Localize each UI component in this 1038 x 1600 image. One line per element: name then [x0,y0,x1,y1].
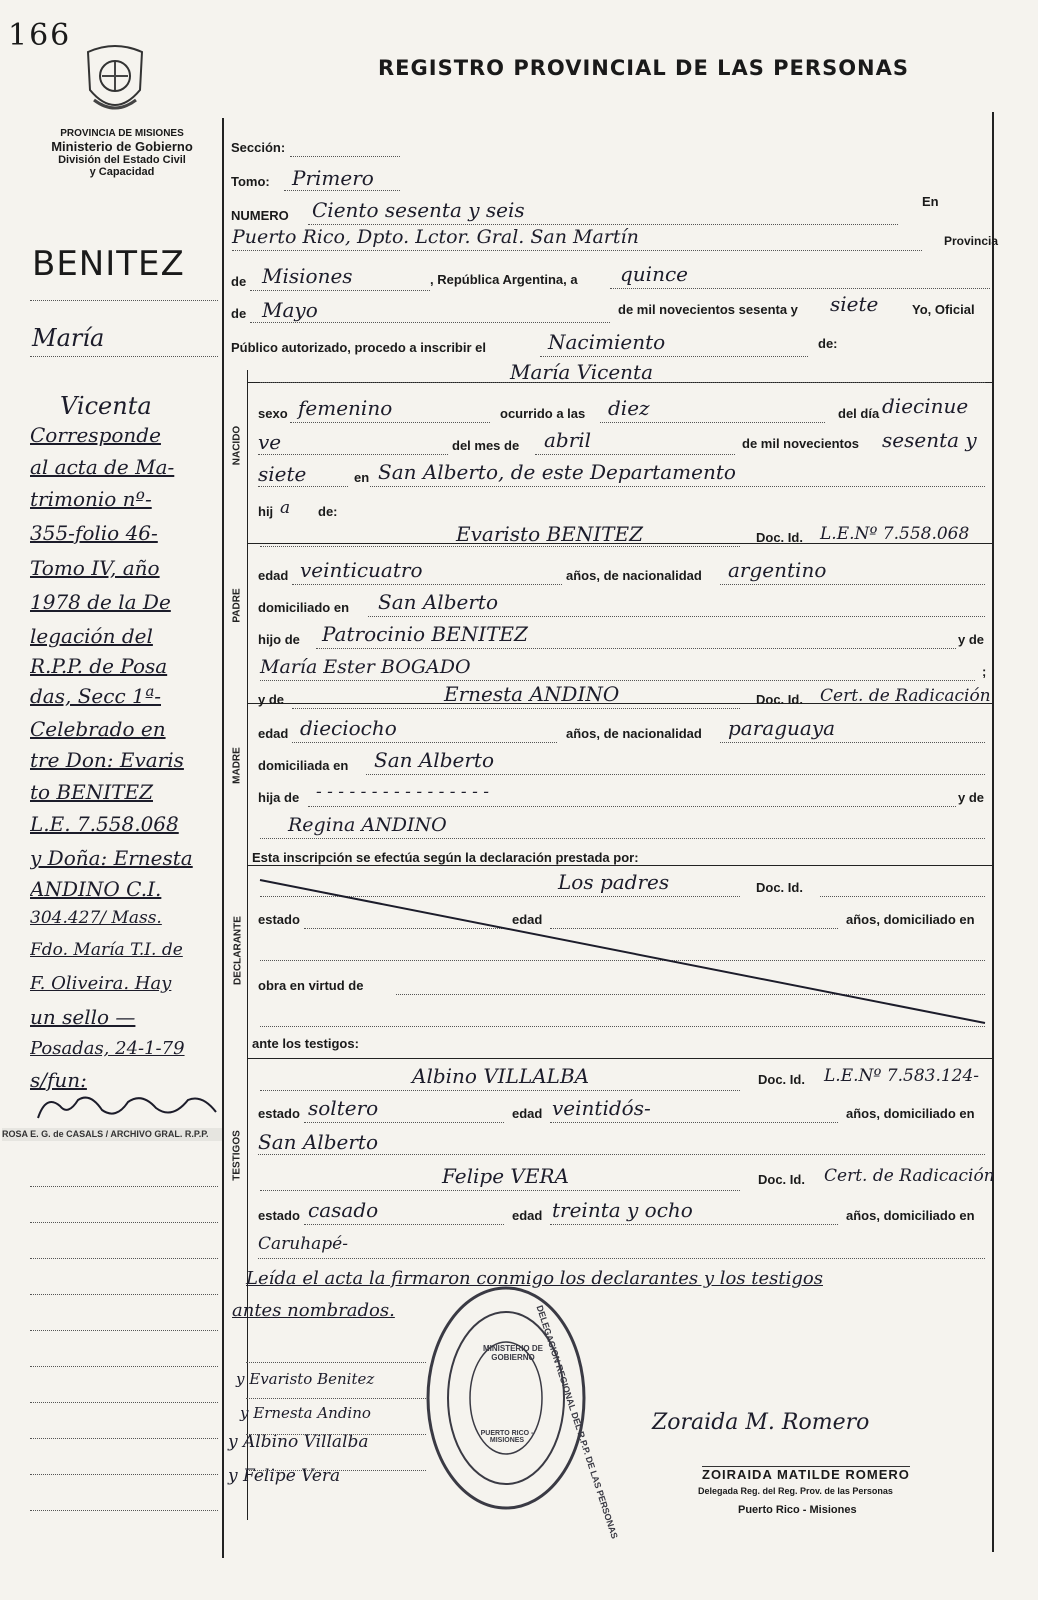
label-en: En [922,194,939,209]
field-testigo2-doc: Cert. de Radicación [824,1166,995,1186]
rule [292,584,562,585]
signature-declarante-2: y Ernesta Andino [240,1404,371,1422]
document-title: REGISTRO PROVINCIAL DE LAS PERSONAS [378,56,910,80]
label-decl-estado: estado [258,912,300,927]
margin-note-line: s/fun: [30,1068,87,1092]
margin-note-line: al acta de Ma- [30,455,175,479]
official-place: Puerto Rico - Misiones [738,1504,857,1516]
margin-rule [30,1366,218,1367]
rule [232,250,922,251]
rule [250,322,610,323]
label-de: de [231,274,247,289]
field-padre-dom: San Alberto [378,590,498,614]
margin-surname: BENITEZ [32,244,185,284]
field-testigo2-estado: casado [308,1198,379,1222]
label-t1-doc: Doc. Id. [758,1072,805,1087]
rule [308,224,898,225]
label-hijo: hij [258,504,274,519]
margin-note-line: 304.427/ Mass. [30,908,162,928]
rule [308,806,956,807]
agency-block [22,128,222,178]
field-mes-nac: abril [544,428,592,452]
rule [316,648,956,649]
label-decl-edad: edad [512,912,543,927]
field-sexo: femenino [298,396,393,420]
field-provincia: Misiones [262,264,353,288]
field-anio-nac-2: siete [258,462,307,486]
rule [260,546,740,547]
field-declarante: Los padres [558,870,670,894]
rule [246,1398,426,1399]
seal-ring-text: DELEGACION REGIONAL DEL R.P.P. DE LAS PERSONAS [534,1304,620,1540]
label-padre-nac: años, de nacionalidad [566,568,702,583]
official-seal [424,1284,620,1540]
margin-note-line: 1978 de la De [30,590,171,614]
margin-rule [30,1330,218,1331]
field-testigo2-nombre: Felipe VERA [442,1164,569,1188]
label-testigos: ante los testigos: [252,1036,359,1051]
rule [250,290,430,291]
margin-note-line: ANDINO C.I. [30,877,162,901]
agency-line: PROVINCIA DE MISIONES [60,128,184,139]
field-testigo2-dom: Caruhapé- [258,1234,348,1254]
label-provincia: Provincia [944,234,999,248]
field-madre-padre: - - - - - - - - - - - - - - - - [316,782,489,802]
field-madre-madre: Regina ANDINO [288,814,447,836]
strike-line [250,878,992,1028]
rule [304,1224,504,1225]
margin-note-line: y Doña: Ernesta [30,846,193,870]
label-obra: obra en virtud de [258,978,364,993]
field-testigo1-edad: veintidós- [552,1096,651,1120]
label-seccion: Sección: [231,140,286,155]
label-inscripcion: Esta inscripción se efectúa según la declaración prestada por: [252,850,639,865]
label-semicolon: ; [982,664,987,679]
margin-rule [30,1258,218,1259]
field-hora: diez [608,396,650,420]
field-lugar: Puerto Rico, Dpto. Lctor. Gral. San Martín [232,226,639,248]
margin-rule [30,1402,218,1403]
label-t1-edad: edad [512,1106,543,1121]
label-t1-anos: años, domiciliado en [846,1106,975,1121]
margin-name-1: María [32,324,105,352]
field-madre-nac: paraguaya [728,716,836,740]
rule [292,708,740,709]
rule [292,742,557,743]
closing-line-2: antes nombrados. [232,1300,395,1321]
field-padre-padre: Patrocinio BENITEZ [322,622,528,646]
field-mes: Mayo [262,298,318,322]
official-role: Delegada Reg. del Reg. Prov. de las Personas [698,1486,893,1496]
rule [368,616,985,617]
margin-note-line: Celebrado en [30,717,166,741]
field-lugar-nac: San Alberto, de este Departamento [378,460,736,484]
folio-number: 166 [8,18,72,53]
margin-note-line: R.P.P. de Posa [30,654,168,678]
rule [246,1362,426,1363]
margin-note-line: L.E. 7.558.068 [30,812,179,836]
agency-line: y Capacidad [89,166,155,178]
rule [260,680,975,681]
label-madre-y-de: y de [958,790,985,805]
declarante-top-rule [247,865,992,866]
label-numero: NUMERO [231,208,289,223]
rule [720,742,985,743]
field-padre-nombre: Evaristo BENITEZ [456,522,644,546]
field-testigo1-nombre: Albino VILLALBA [412,1064,590,1088]
label-del-dia: del día [838,406,880,421]
seal-inner-text: MINISTERIO DE GOBIERNO [482,1344,543,1362]
label-decl-doc: Doc. Id. [756,880,803,895]
rule [550,1224,838,1225]
label-padre-y-de: y de [958,632,985,647]
margin-rule [30,1474,218,1475]
field-nombre: María Vicenta [510,360,654,384]
label-de: de [231,306,247,321]
margin-note-line: Tomo IV, año [30,556,160,580]
label-t2-estado: estado [258,1208,300,1223]
label-de-colon: de: [818,336,838,351]
label-decl-anos: años, domiciliado en [846,912,975,927]
label-madre-y-de: y de [258,692,285,707]
margin-rule [30,1438,218,1439]
rule [610,288,990,289]
margin-note-line: to BENITEZ [30,780,153,804]
margin-note-line: un sello — [30,1005,136,1029]
field-dia-nac-1: diecinue [882,394,969,418]
label-del-mes: del mes de [452,438,520,453]
label-t2-doc: Doc. Id. [758,1172,805,1187]
margin-note-line: das, Secc 1ª- [30,684,161,708]
label-en2: en [354,470,370,485]
rule [540,356,808,357]
testigos-top-rule [247,1058,992,1059]
margin-rule [30,1186,218,1187]
margin-note-line: 355-folio 46- [30,521,158,545]
label-padre-doc: Doc. Id. [756,530,803,545]
signature-oficial: Zoraida M. Romero [652,1410,870,1435]
rule [370,486,985,487]
label-padre-hijo-de: hijo de [258,632,300,647]
margin-note-line: trimonio nº- [30,487,152,511]
rule [290,156,400,157]
field-madre-edad: dieciocho [300,716,397,740]
rule [550,1122,838,1123]
rule [304,1122,504,1123]
label-yo-oficial: Yo, Oficial [912,302,975,317]
label-tomo: Tomo: [231,174,270,189]
section-label-padre: PADRE [231,588,243,623]
margin-note-line: Corresponde [30,423,161,447]
rule [720,584,985,585]
label-ocurrido: ocurrido a las [500,406,586,421]
provincial-emblem-icon [80,40,150,122]
label-t2-anos: años, domiciliado en [846,1208,975,1223]
official-name: ZOIRAIDA MATILDE ROMERO [702,1467,910,1482]
section-label-declarante: DECLARANTE [232,916,244,985]
label-sexo: sexo [258,406,288,421]
field-padre-edad: veinticuatro [300,558,423,582]
signature-testigo-1: y Albino Villalba [228,1432,369,1452]
label-publico: Público autorizado, procedo a inscribir el [231,340,486,355]
field-dia: quince [620,262,688,286]
rule [260,838,985,839]
rule [260,1090,740,1091]
field-madre-dom: San Alberto [374,748,494,772]
label-madre-nac: años, de nacionalidad [566,726,702,741]
section-label-nacido: NACIDO [231,425,243,466]
signature-declarante-1: y Evaristo Benitez [236,1370,375,1388]
rule [260,1190,740,1191]
margin-note-line: tre Don: Evaris [30,748,184,772]
agency-line: Ministerio de Gobierno [51,139,193,154]
rule [284,190,400,191]
label-madre-hija-de: hija de [258,790,300,805]
label-t1-estado: estado [258,1106,300,1121]
margin-signature [32,1090,222,1126]
field-testigo1-dom: San Alberto [258,1130,378,1154]
label-padre-edad: edad [258,568,289,583]
margin-note-line: F. Oliveira. Hay [30,973,172,994]
section-label-madre: MADRE [231,747,243,784]
field-padre-doc: L.E.Nº 7.558.068 [820,524,970,544]
field-anio: siete [830,292,879,316]
label-t2-edad: edad [512,1208,543,1223]
field-padre-nac: argentino [728,558,827,582]
margin-rule [30,1222,218,1223]
label-de-mil-nov: de mil novecientos [742,436,860,451]
agency-line: División del Estado Civil [58,154,186,166]
field-acto: Nacimiento [548,330,666,354]
label-padre-dom: domiciliado en [258,600,350,615]
field-anio-nac-1: sesenta y [882,428,977,452]
rule [535,454,735,455]
margin-note-line: legación del [30,624,153,648]
field-numero: Ciento sesenta y seis [312,198,525,222]
rule [600,422,825,423]
margin-name-2: Vicenta [60,392,152,420]
margin-note-line: Posadas, 24-1-79 [30,1038,185,1059]
field-dia-nac-2: ve [258,430,282,454]
main-left-rule [222,118,224,1558]
margin-rule [30,1510,218,1511]
seal-center-text: PUERTO RICO - MISIONES [480,1430,534,1444]
field-testigo1-doc: L.E.Nº 7.583.124- [824,1066,980,1086]
label-madre-edad: edad [258,726,289,741]
field-madre-doc: Cert. de Radicación [820,686,991,706]
closing-line-1: Leída el acta la firmaron conmigo los declarantes y los testigos [246,1268,823,1289]
rule [366,774,985,775]
field-testigo1-estado: soltero [308,1096,379,1120]
field-testigo2-edad: treinta y ocho [552,1198,693,1222]
rule [258,454,448,455]
section-label-testigos: TESTIGOS [231,1130,243,1181]
label-madre-dom: domiciliada en [258,758,349,773]
label-madre-doc: Doc. Id. [756,692,803,707]
rule [258,486,348,487]
signature-testigo-2: y Felipe Vera [228,1466,341,1486]
field-tomo: Primero [292,166,374,190]
label-de-mil: de mil novecientos sesenta y [618,302,798,317]
rule [290,422,490,423]
field-hijo-suffix: a [280,498,291,518]
label-hijo-de: de: [318,504,338,519]
margin-stamp: ROSA E. G. de CASALS / ARCHIVO GRAL. R.P.P. [2,1128,222,1141]
rule [258,1258,985,1259]
margin-rule [30,356,218,357]
margin-rule [30,300,218,301]
field-padre-madre: María Ester BOGADO [260,656,471,678]
rule [258,1154,985,1155]
margin-rule [30,1294,218,1295]
margin-note-line: Fdo. María T.I. de [30,940,183,960]
main-right-rule [992,112,994,1552]
field-madre-nombre: Ernesta ANDINO [444,682,620,706]
rule [260,382,985,383]
label-republica: , República Argentina, a [430,272,578,287]
